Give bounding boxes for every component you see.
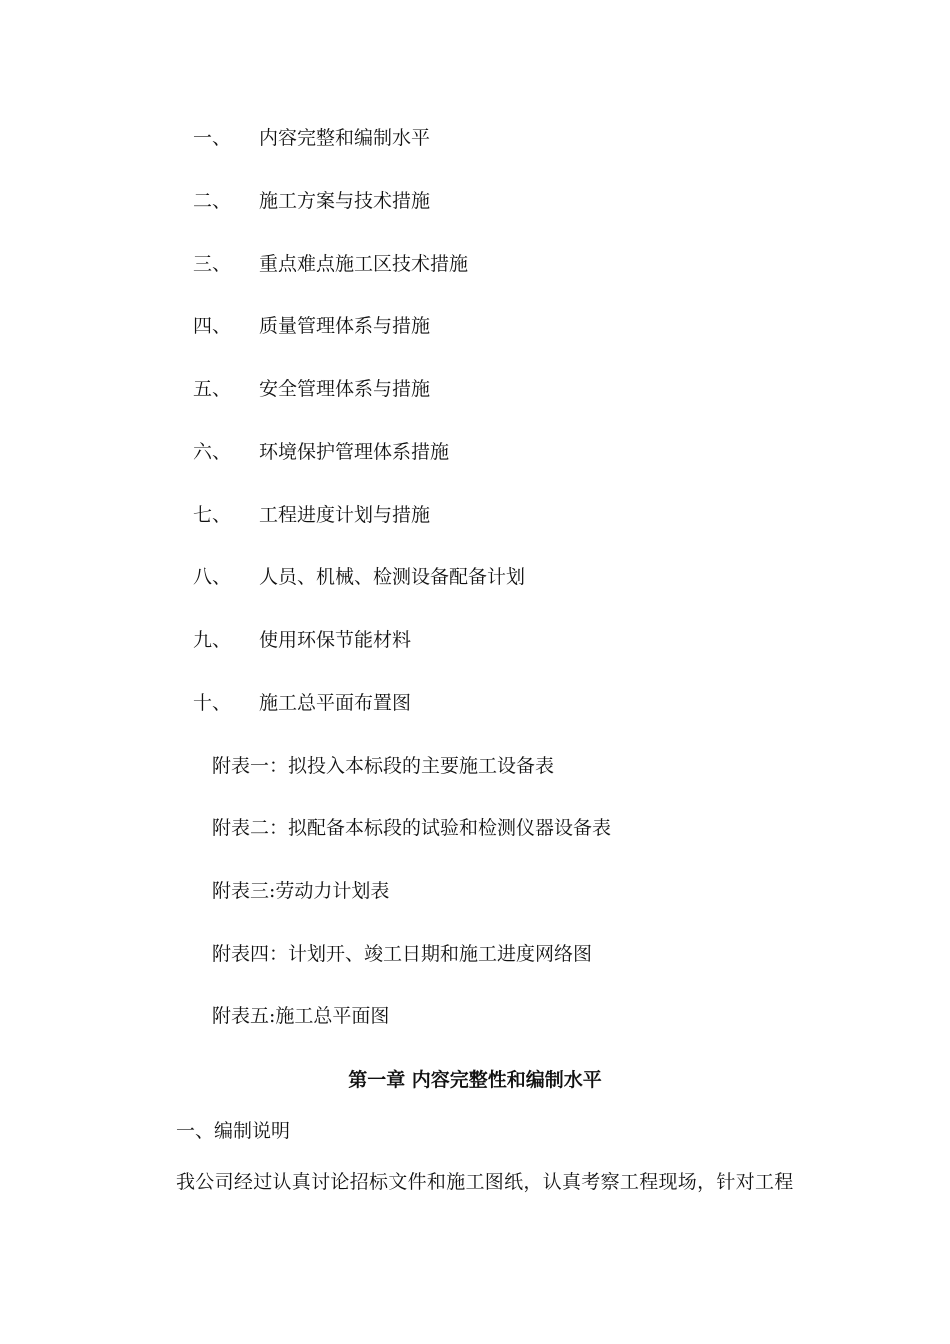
- toc-item: [0, 311, 950, 341]
- toc-item: [0, 625, 950, 655]
- toc-item: [0, 186, 950, 216]
- toc-item-number: 五、: [193, 378, 232, 400]
- chapter-title: 第一章 内容完整性和编制水平: [348, 1069, 602, 1091]
- toc-item-title: 工程进度计划与措施: [259, 504, 431, 526]
- toc-item-title: 质量管理体系与措施: [259, 315, 431, 337]
- appendix-item: 附表四：计划开、竣工日期和施工进度网络图: [212, 943, 593, 965]
- toc-item: [0, 437, 950, 467]
- toc-item-number: 十、: [193, 692, 232, 714]
- appendix-item: 附表三:劳动力计划表: [212, 880, 390, 902]
- toc-item: [0, 249, 950, 279]
- toc-item-number: 八、: [193, 566, 232, 588]
- toc-item-title: 使用环保节能材料: [259, 629, 412, 651]
- toc-item-title: 重点难点施工区技术措施: [259, 253, 469, 275]
- toc-item: [0, 500, 950, 530]
- toc-item-title: 内容完整和编制水平: [259, 127, 431, 149]
- toc-item-number: 六、: [193, 441, 232, 463]
- toc-item: [0, 123, 950, 153]
- toc-item-number: 七、: [193, 504, 232, 526]
- toc-item-number: 三、: [193, 253, 232, 275]
- toc-item-title: 安全管理体系与措施: [259, 378, 431, 400]
- appendix-item: 附表五:施工总平面图: [212, 1005, 390, 1027]
- toc-item-number: 一、: [193, 127, 232, 149]
- section-heading: 一、编制说明: [176, 1120, 291, 1142]
- toc-item-title: 施工方案与技术措施: [259, 190, 431, 212]
- toc-item-number: 九、: [193, 629, 232, 651]
- appendix-item: 附表一：拟投入本标段的主要施工设备表: [212, 755, 555, 777]
- appendix-item: 附表二：拟配备本标段的试验和检测仪器设备表: [212, 817, 612, 839]
- toc-item-title: 环境保护管理体系措施: [259, 441, 450, 463]
- toc-item-number: 四、: [193, 315, 232, 337]
- toc-item: [0, 562, 950, 592]
- toc-item: [0, 688, 950, 718]
- toc-item-title: 人员、机械、检测设备配备计划: [259, 566, 526, 588]
- body-paragraph: 我公司经过认真讨论招标文件和施工图纸，认真考察工程现场，针对工程: [176, 1171, 794, 1193]
- toc-item: [0, 374, 950, 404]
- toc-item-title: 施工总平面布置图: [259, 692, 412, 714]
- toc-item-number: 二、: [193, 190, 232, 212]
